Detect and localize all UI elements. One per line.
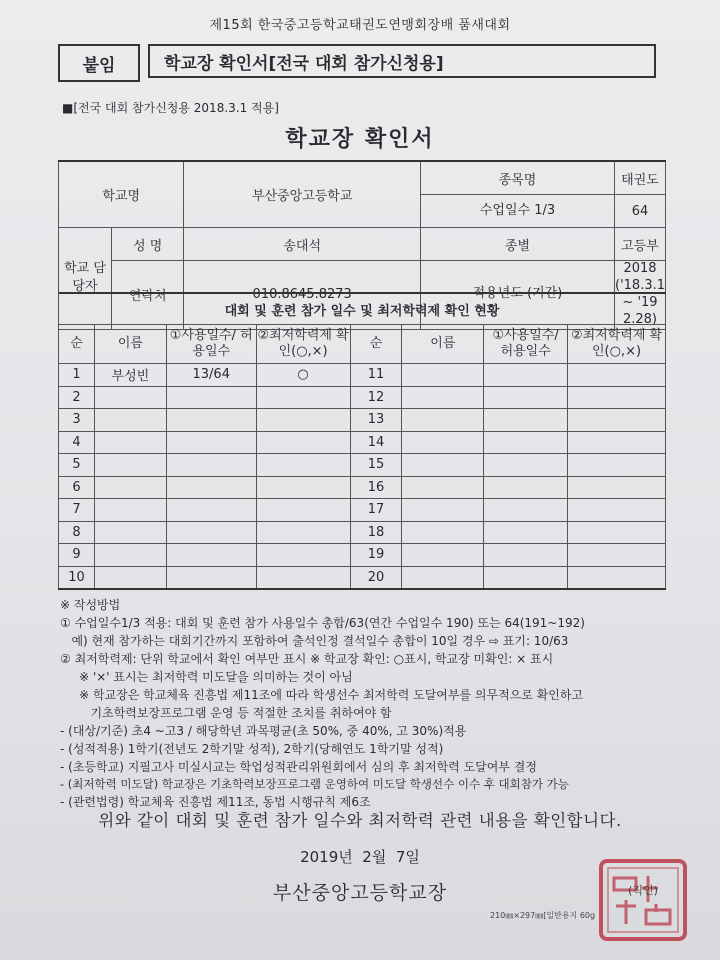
row-no: 7: [59, 499, 95, 522]
row-no: 15: [350, 454, 402, 477]
table-row: [59, 521, 666, 544]
header-no: 순: [59, 325, 95, 364]
row-no: 13: [350, 409, 402, 432]
table-row: [59, 566, 666, 589]
row-used-days: 13/64: [166, 364, 256, 387]
apply-year-label: 적용년도 (기간): [420, 261, 614, 330]
version-note: ■[전국 대회 참가신청용 2018.3.1 적용]: [62, 101, 279, 115]
header-name: 이름: [402, 325, 484, 364]
annex-label: 붙임: [58, 44, 140, 82]
event-label: 종목명: [420, 161, 614, 195]
row-no: 4: [59, 431, 95, 454]
guide-line: 예) 현재 참가하는 대회기간까지 포함하여 출석인정 결석일수 총합이 10일 경우 ⇨ 표기: 10/63: [60, 634, 569, 648]
class-days-value: 64: [615, 195, 666, 228]
row-name: 부성빈: [94, 364, 166, 387]
school-label: 학교명: [59, 161, 184, 228]
row-no: 1: [59, 364, 95, 387]
apply-period-value: ('18.3.1 ~ '19 2.28): [615, 277, 665, 327]
guide-line: 기초학력보장프로그램 운영 등 적절한 조치를 취하여야 함: [60, 706, 392, 720]
guide-line: ※ 작성방법: [60, 598, 121, 612]
row-no: 3: [59, 409, 95, 432]
header-min-academic: ②최저학력제 확인(○,×): [568, 325, 666, 364]
row-no: 6: [59, 476, 95, 499]
annex-title: 학교장 확인서[전국 대회 참가신청용]: [148, 44, 656, 78]
manager-label: 학교 담당자: [59, 228, 112, 330]
guide-line: - (최저학력 미도달) 학교장은 기초학력보장프로그램 운영하여 미도달 학생선수 이수 후 대회참가 가능: [60, 777, 569, 791]
header-used-days: ①사용일수/ 허용일수: [166, 325, 256, 364]
guide-line: - (성적적용) 1학기(전년도 2학기말 성적), 2학기(당해연도 1학기말 성적): [60, 742, 444, 756]
guide-line: ※ '×' 표시는 최저학력 미도달을 의미하는 것이 아님: [60, 670, 353, 684]
table-row: [59, 409, 666, 432]
class-days-label: 수업일수 1/3: [420, 195, 614, 228]
header-used-days: ①사용일수/ 허용일수: [484, 325, 568, 364]
confirmation-text: 위와 같이 대회 및 훈련 참가 일수와 최저학력 관련 내용을 확인합니다.: [98, 811, 622, 830]
row-no: 8: [59, 521, 95, 544]
table-row: [59, 476, 666, 499]
table-row: [59, 364, 666, 387]
row-no: 14: [350, 431, 402, 454]
guide-line: ※ 학교장은 학교체육 진흥법 제11조에 따라 학생선수 최저학력 도달여부를 의무적으로 확인하고: [60, 688, 584, 702]
contact-label: 연락처: [111, 261, 183, 330]
document-date: 2019년 2월 7일: [300, 848, 420, 866]
document-title: 학교장 확인서: [285, 127, 435, 152]
table-row: [59, 431, 666, 454]
category-value: 고등부: [615, 228, 666, 261]
row-no: 10: [59, 566, 95, 589]
event-title: 제15회 한국중고등학교태권도연맹회장배 품새대회: [209, 18, 511, 33]
guide-line: - (대상/기준) 초4 ~고3 / 해당학년 과목평균(초 50%, 중 40%, 고 30%)적용: [60, 724, 467, 738]
guide-line: ① 수업일수1/3 적용: 대회 및 훈련 참가 사용일수 총합/63(연간 수업일수 190) 또는 64(191~192): [60, 616, 585, 630]
guide-line: - (관련법령) 학교체육 진흥법 제11조, 동법 시행규칙 제6조: [60, 795, 371, 810]
school-value: 부산중앙고등학교: [184, 161, 421, 228]
seal-label: (직인): [628, 884, 658, 897]
contact-value: 010.8645.8273: [184, 261, 421, 330]
guide-line: - (초등학교) 지필고사 미실시교는 학업성적관리위원회에서 심의 후 최저학력 도달여부 결정: [60, 760, 537, 774]
row-no: 5: [59, 454, 95, 477]
header-min-academic: ②최저학력제 확인(○,×): [256, 325, 350, 364]
status-table: [58, 292, 666, 590]
table-row: [59, 454, 666, 477]
header-no: 순: [350, 325, 402, 364]
name-label: 성 명: [111, 228, 183, 261]
row-no: 17: [350, 499, 402, 522]
row-no: 12: [350, 386, 402, 409]
status-caption: 대회 및 훈련 참가 일수 및 최저학력제 확인 현황: [59, 293, 666, 325]
principal-name: 부산중앙고등학교장: [272, 882, 448, 904]
row-no: 16: [350, 476, 402, 499]
row-no: 2: [59, 386, 95, 409]
row-check: ○: [256, 364, 350, 387]
table-row: [59, 499, 666, 522]
apply-year-value: 2018: [623, 261, 657, 276]
row-no: 18: [350, 521, 402, 544]
guide-line: ② 최저학력제: 단위 학교에서 확인 여부만 표시 ※ 학교장 확인: ○표시, 학교장 미확인: × 표시: [60, 652, 554, 666]
row-no: 20: [350, 566, 402, 589]
writing-guide: [60, 596, 680, 811]
row-no: 19: [350, 544, 402, 567]
row-no: 9: [59, 544, 95, 567]
official-seal-icon: [598, 858, 688, 942]
table-row: [59, 386, 666, 409]
row-no: 11: [350, 364, 402, 387]
name-value: 송대석: [184, 228, 421, 261]
category-label: 종별: [420, 228, 614, 261]
table-row: [59, 544, 666, 567]
header-name: 이름: [94, 325, 166, 364]
event-value: 태권도: [615, 161, 666, 195]
paper-size-note: 210㎜×297㎜[일반용지 60g: [490, 911, 596, 920]
